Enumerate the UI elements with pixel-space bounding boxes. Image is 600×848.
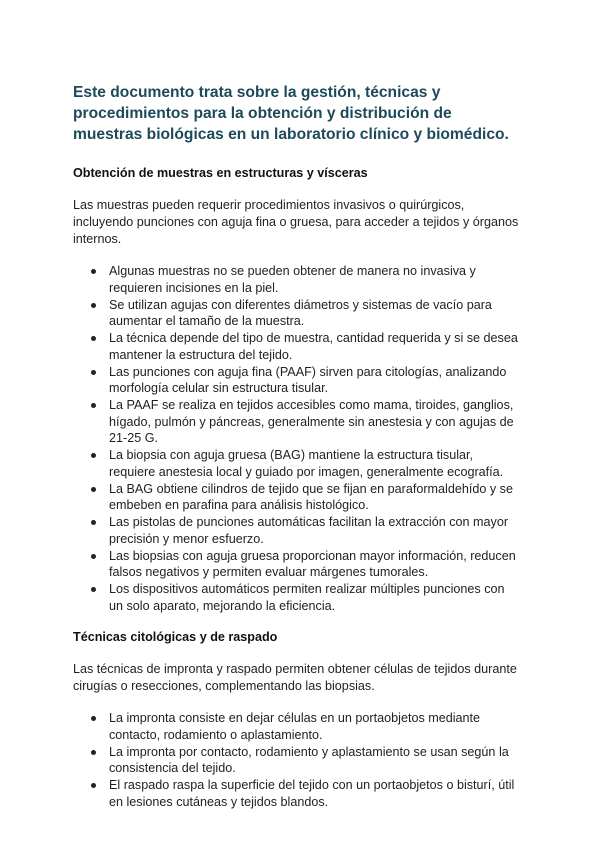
list-item: Se utilizan agujas con diferentes diámetros y sistemas de vacío para aumentar el tamaño de la muestra. (109, 297, 520, 330)
list-item: La impronta consiste en dejar células en un portaobjetos mediante contacto, rodamiento o aplastamiento. (109, 710, 520, 743)
list-item: Las biopsias con aguja gruesa proporcionan mayor información, reducen falsos negativos y permiten evaluar márgenes tumorales. (109, 548, 520, 581)
list-item: La PAAF se realiza en tejidos accesibles como mama, tiroides, ganglios, hígado, pulmón y páncreas, generalmente sin anestesia y con agujas de 21-25 G. (109, 397, 520, 447)
section-intro: Las muestras pueden requerir procedimientos invasivos o quirúrgicos, incluyendo punciones con aguja fina o gruesa, para acceder a tejidos y órganos internos. (73, 198, 519, 246)
section-heading: Técnicas citológicas y de raspado (73, 630, 278, 644)
document-title: Este documento trata sobre la gestión, técnicas y procedimientos para la obtención y distribución de muestras biológicas en un laboratorio clínico y biomédico. (73, 84, 509, 143)
bullet-list (73, 710, 520, 810)
list-item: Las pistolas de punciones automáticas facilitan la extracción con mayor precisión y menor esfuerzo. (109, 514, 520, 547)
section-sampling (73, 165, 520, 614)
list-item: La BAG obtiene cilindros de tejido que se fijan en paraformaldehído y se embeben en parafina para análisis histológico. (109, 481, 520, 514)
list-item: El raspado raspa la superficie del tejido con un portaobjetos o bisturí, útil en lesiones cutáneas y tejidos blandos. (109, 777, 520, 810)
list-item: La técnica depende del tipo de muestra, cantidad requerida y si se desea mantener la estructura del tejido. (109, 330, 520, 363)
list-item: La impronta por contacto, rodamiento y aplastamiento se usan según la consistencia del tejido. (109, 744, 520, 777)
section-intro: Las técnicas de impronta y raspado permiten obtener células de tejidos durante cirugías o resecciones, complementando las biopsias. (73, 662, 517, 693)
list-item: Los dispositivos automáticos permiten realizar múltiples punciones con un solo aparato, mejorando la eficiencia. (109, 581, 520, 614)
section-heading: Obtención de muestras en estructuras y vísceras (73, 166, 368, 180)
list-item: Algunas muestras no se pueden obtener de manera no invasiva y requieren incisiones en la piel. (109, 263, 520, 296)
bullet-list (73, 263, 520, 614)
section-cytology (73, 629, 520, 810)
list-item: Las punciones con aguja fina (PAAF) sirven para citologías, analizando morfología celular sin estructura tisular. (109, 364, 520, 397)
list-item: La biopsia con aguja gruesa (BAG) mantiene la estructura tisular, requiere anestesia local y guiado por imagen, generalmente ecografía. (109, 447, 520, 480)
